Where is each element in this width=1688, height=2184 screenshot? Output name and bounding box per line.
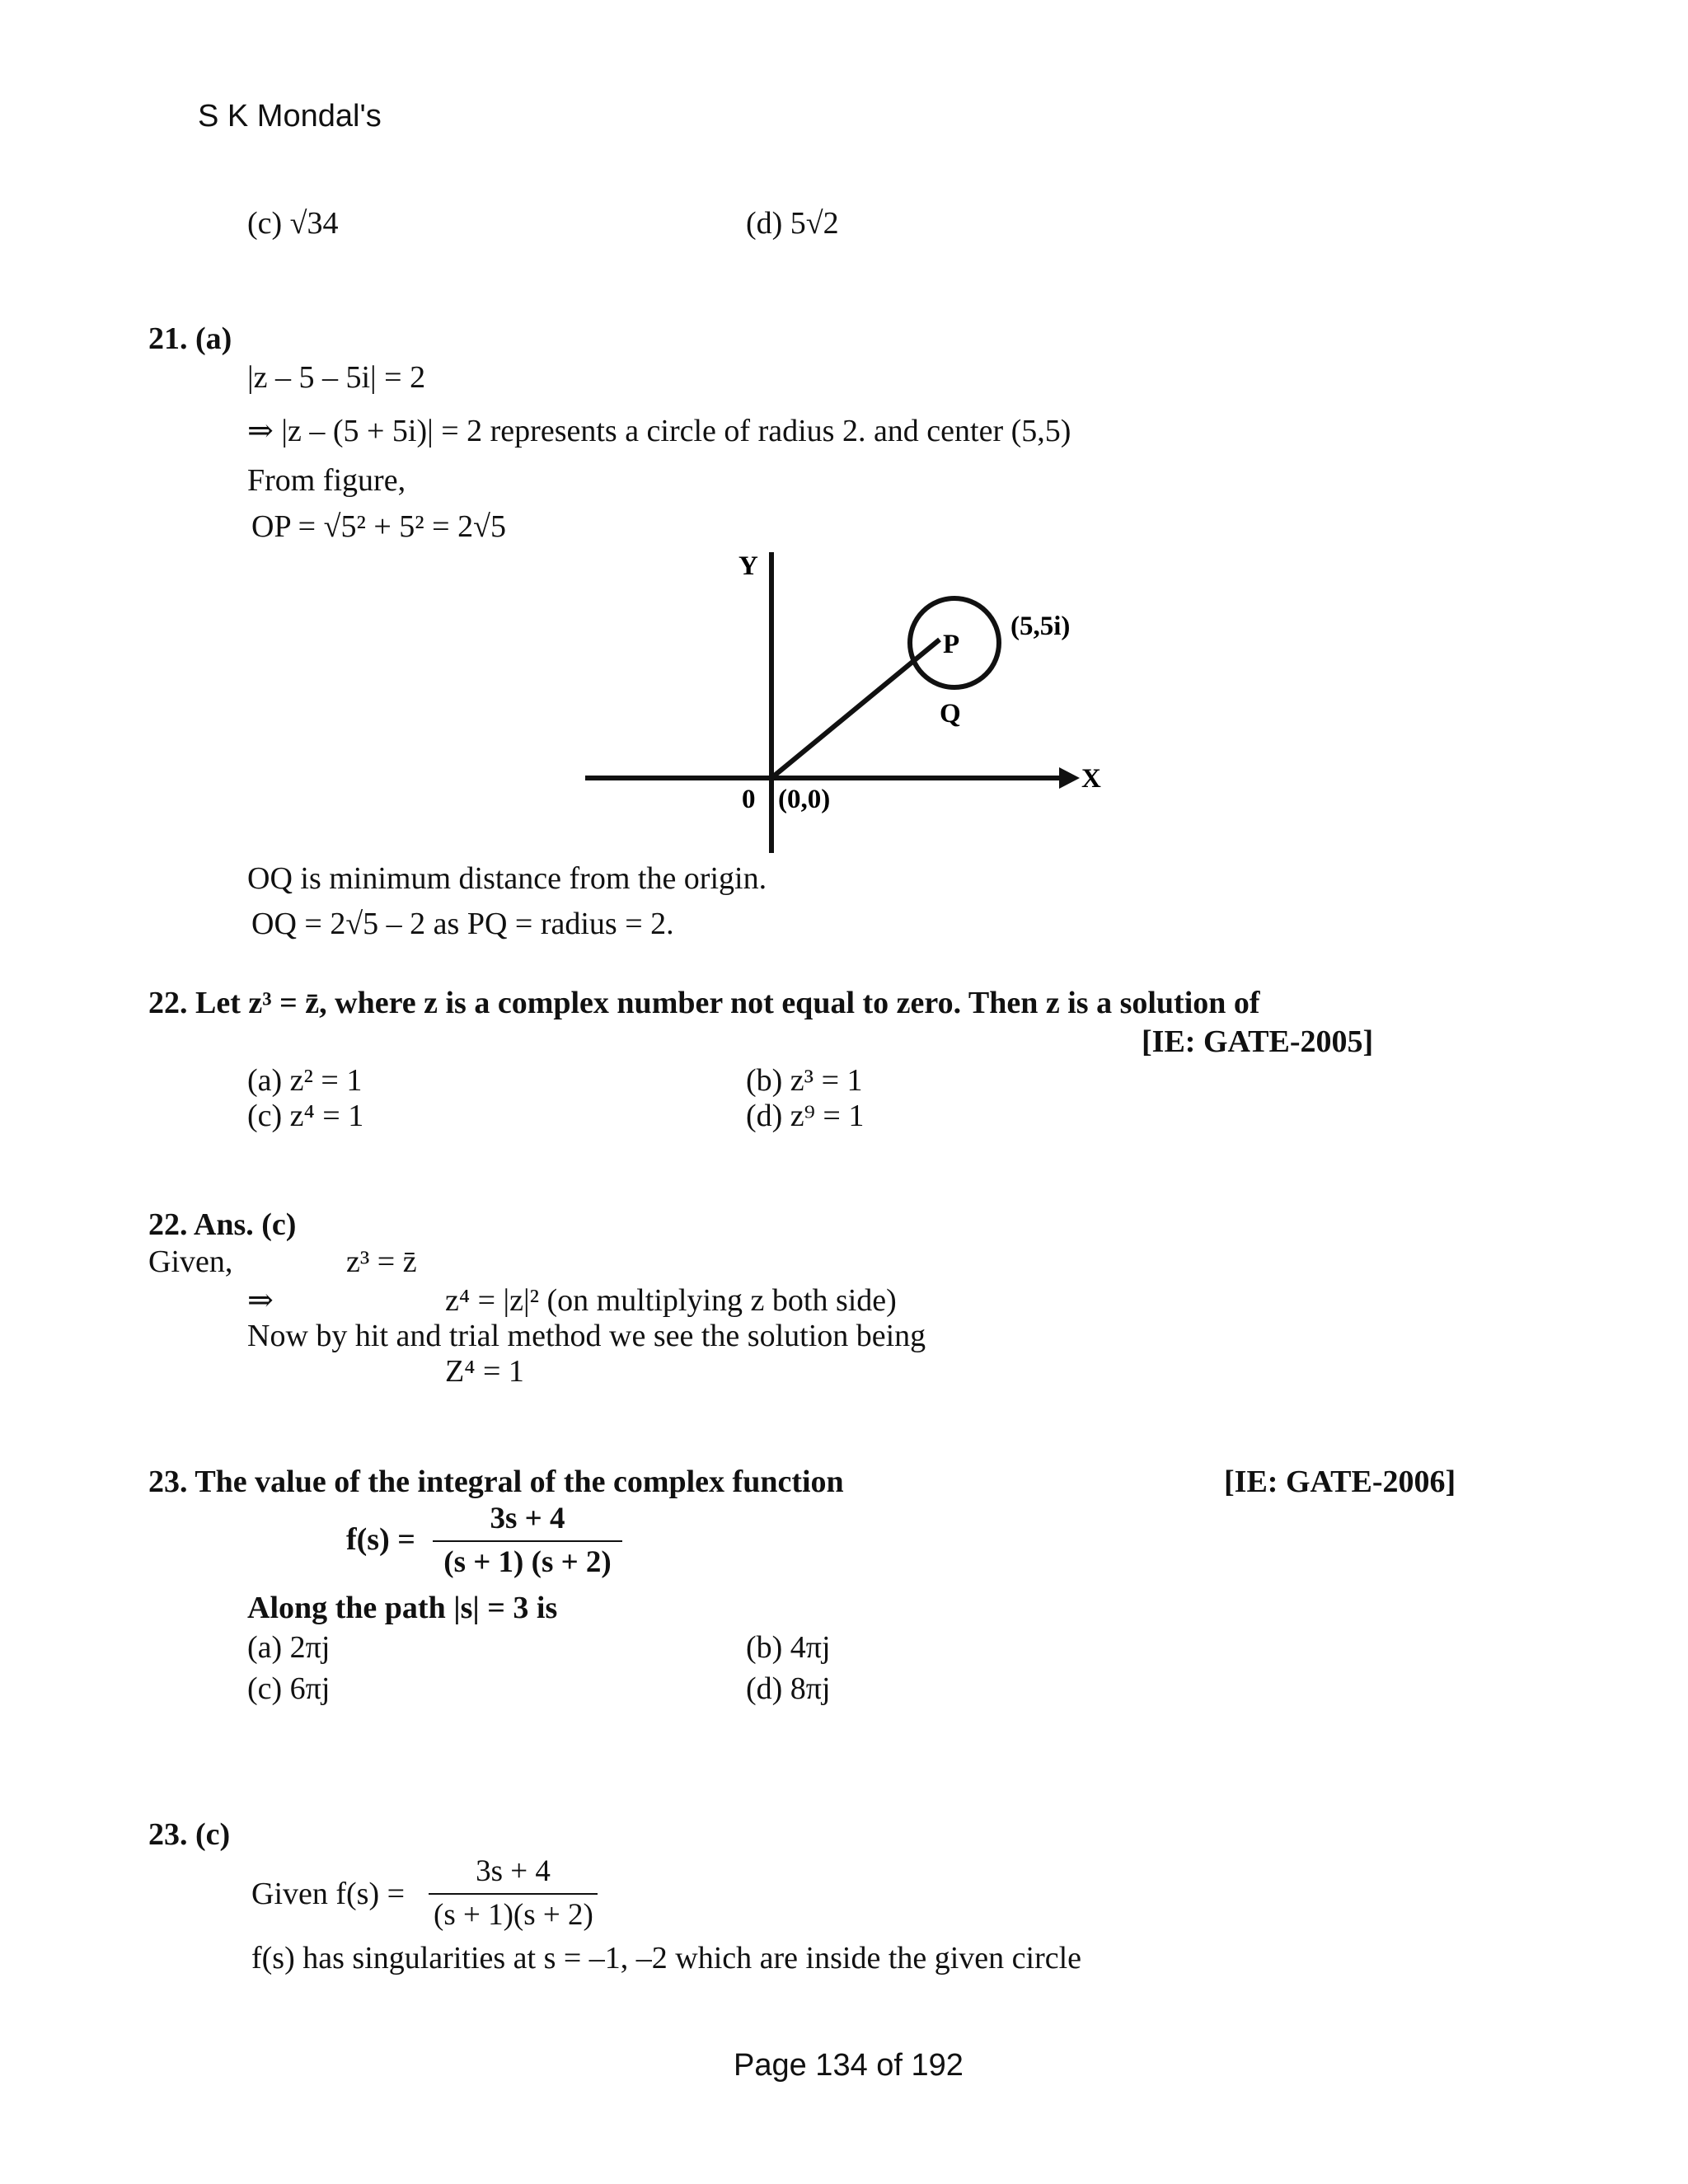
q23-numerator: 3s + 4 (433, 1502, 622, 1542)
q20-option-c: (c) √34 (247, 206, 339, 241)
point-q-label: Q (940, 699, 961, 729)
q22-question: 22. Let z³ = z̄, where z is a complex number not equal to zero. Then z is a solution of (148, 986, 1260, 1020)
q20-option-d: (d) 5√2 (746, 206, 839, 241)
a22-trial-text: Now by hit and trial method we see the solution being (247, 1319, 926, 1353)
a23-label: 23. (c) (148, 1817, 231, 1852)
a23-numerator: 3s + 4 (429, 1854, 598, 1895)
origin-coordinate-label: (0,0) (778, 785, 831, 814)
x-axis-label: X (1081, 764, 1101, 794)
a21-eq1: |z – 5 – 5i| = 2 (247, 360, 426, 395)
a22-given-eq: z³ = z̄ (346, 1244, 417, 1279)
running-header: S K Mondal's (198, 99, 382, 134)
x-axis-arrowhead (1059, 767, 1080, 789)
q23-function-label: f(s) = (346, 1522, 415, 1557)
q23-option-c: (c) 6πj (247, 1671, 331, 1706)
a22-implies: ⇒ (247, 1283, 274, 1318)
a21-oq-text: OQ is minimum distance from the origin. (247, 861, 767, 896)
a23-singularities: f(s) has singularities at s = –1, –2 which are inside the given circle (251, 1941, 1082, 1975)
a22-label: 22. Ans. (c) (148, 1207, 297, 1242)
q23-question: 23. The value of the integral of the complex function (148, 1465, 844, 1499)
a23-fraction (429, 1854, 598, 1933)
q22-exam-tag: [IE: GATE-2005] (1142, 1024, 1374, 1059)
q23-path: Along the path |s| = 3 is (247, 1591, 558, 1625)
a21-op-equation: OP = √5² + 5² = 2√5 (251, 509, 506, 544)
q23-fraction (433, 1502, 622, 1580)
point-p-label: P (943, 630, 960, 659)
a21-oq-equation: OQ = 2√5 – 2 as PQ = radius = 2. (251, 907, 674, 941)
y-axis-label: Y (738, 551, 758, 581)
q22-option-b: (b) z³ = 1 (746, 1063, 863, 1098)
center-label: (5,5i) (1010, 612, 1071, 641)
q22-option-d: (d) z⁹ = 1 (746, 1099, 865, 1133)
origin-zero-label: 0 (742, 785, 756, 814)
q22-option-a: (a) z² = 1 (247, 1063, 363, 1098)
complex-plane-figure (577, 536, 1121, 865)
a23-given: Given f(s) = (251, 1877, 406, 1911)
a21-eq2: ⇒ |z – (5 + 5i)| = 2 represents a circle of radius 2. and center (5,5) (247, 414, 1071, 448)
page-number: Page 134 of 192 (734, 2048, 964, 2083)
a22-given: Given, (148, 1244, 233, 1279)
q23-option-b: (b) 4πj (746, 1630, 831, 1665)
q23-option-a: (a) 2πj (247, 1630, 331, 1665)
q23-option-d: (d) 8πj (746, 1671, 831, 1706)
q22-option-c: (c) z⁴ = 1 (247, 1099, 364, 1133)
a21-from-figure: From figure, (247, 463, 406, 498)
a23-denominator: (s + 1)(s + 2) (434, 1897, 593, 1932)
q23-exam-tag: [IE: GATE-2006] (1224, 1465, 1456, 1499)
a22-implies-eq: z⁴ = |z|² (on multiplying z both side) (445, 1283, 897, 1318)
q23-denominator: (s + 1) (s + 2) (443, 1544, 612, 1579)
a21-label: 21. (a) (148, 321, 232, 356)
a22-result: Z⁴ = 1 (445, 1354, 524, 1389)
